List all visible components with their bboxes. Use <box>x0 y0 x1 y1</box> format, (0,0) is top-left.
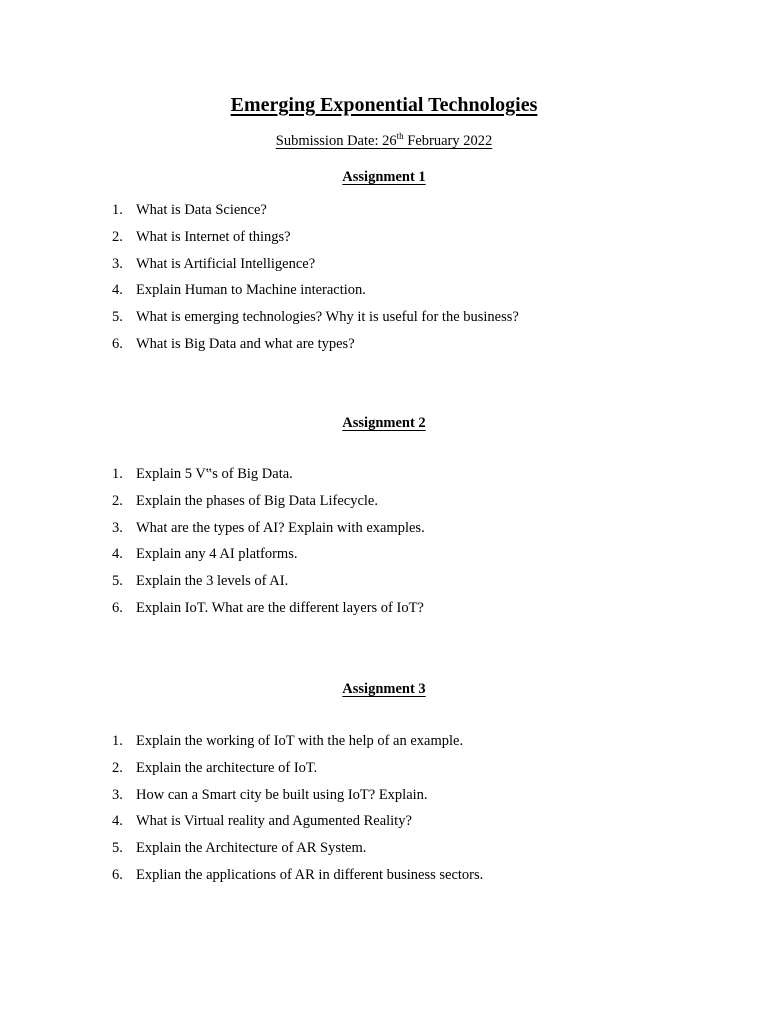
question-text: Explain any 4 AI platforms. <box>136 546 298 563</box>
question-text: Explain the Architecture of AR System. <box>136 840 367 857</box>
question-number: 5. <box>112 840 123 857</box>
question-number: 5. <box>112 573 123 590</box>
document-title-text: Emerging Exponential Technologies <box>230 94 538 116</box>
assignment-3-heading-text: Assignment 3 <box>342 681 426 697</box>
question-number: 6. <box>112 335 123 352</box>
question-text: What are the types of AI? Explain with examples. <box>136 519 425 536</box>
question-text: Explain the working of IoT with the help of an example. <box>136 733 464 749</box>
question-text: What is emerging technologies? Why it is useful for the business? <box>136 309 519 326</box>
question-number: 5. <box>112 309 123 326</box>
question-item <box>0 759 768 786</box>
question-text: What is Data Science? <box>136 202 267 218</box>
assignment-3-heading <box>0 680 768 698</box>
submission-date-prefix: Submission Date: 26 <box>275 133 397 149</box>
submission-date-text <box>276 133 492 149</box>
assignment-1-questions <box>0 201 768 362</box>
question-text: Explain the phases of Big Data Lifecycle. <box>136 492 378 509</box>
assignment-1-heading-text: Assignment 1 <box>342 169 426 185</box>
question-number: 1. <box>112 466 123 482</box>
question-text: Explian the applications of AR in different business sectors. <box>136 866 484 883</box>
question-number: 4. <box>112 813 123 830</box>
submission-date <box>0 132 768 150</box>
question-number: 2. <box>112 492 123 509</box>
question-item <box>0 201 768 228</box>
question-item <box>0 812 768 839</box>
question-number: 2. <box>112 228 123 245</box>
question-number: 2. <box>112 759 123 776</box>
assignment-1-heading <box>0 168 768 186</box>
question-text: Explain 5 V‟s of Big Data. <box>136 466 293 482</box>
question-text: What is Virtual reality and Agumented Reality? <box>136 813 412 830</box>
question-item <box>0 228 768 255</box>
submission-date-superscript: th <box>396 131 404 141</box>
question-item <box>0 732 768 759</box>
question-item <box>0 572 768 599</box>
question-number: 4. <box>112 546 123 563</box>
question-number: 6. <box>112 599 123 616</box>
question-text: Explain IoT. What are the different layers of IoT? <box>136 599 424 616</box>
question-item <box>0 839 768 866</box>
question-number: 3. <box>112 255 123 272</box>
question-text: What is Big Data and what are types? <box>136 335 355 352</box>
question-number: 4. <box>112 282 123 299</box>
question-text: Explain the architecture of IoT. <box>136 759 318 776</box>
submission-date-suffix: February 2022 <box>403 133 493 149</box>
question-number: 1. <box>112 202 123 218</box>
question-item <box>0 866 768 893</box>
question-item <box>0 255 768 282</box>
question-text: What is Artificial Intelligence? <box>136 255 316 272</box>
question-item <box>0 786 768 813</box>
question-number: 1. <box>112 733 123 749</box>
question-item <box>0 335 768 362</box>
question-number: 3. <box>112 786 123 803</box>
question-item <box>0 308 768 335</box>
question-item <box>0 545 768 572</box>
assignment-2-questions <box>0 465 768 626</box>
question-text: What is Internet of things? <box>136 228 291 245</box>
question-item <box>0 519 768 546</box>
question-item <box>0 281 768 308</box>
question-text: How can a Smart city be built using IoT? Explain. <box>136 786 428 803</box>
assignment-2-heading-text: Assignment 2 <box>342 415 426 431</box>
question-item <box>0 492 768 519</box>
assignment-3-questions <box>0 732 768 893</box>
document-title <box>0 93 768 117</box>
question-number: 3. <box>112 519 123 536</box>
question-text: Explain the 3 levels of AI. <box>136 573 289 590</box>
question-number: 6. <box>112 866 123 883</box>
question-item <box>0 599 768 626</box>
assignment-2-heading <box>0 414 768 432</box>
question-text: Explain Human to Machine interaction. <box>136 282 366 299</box>
question-item <box>0 465 768 492</box>
